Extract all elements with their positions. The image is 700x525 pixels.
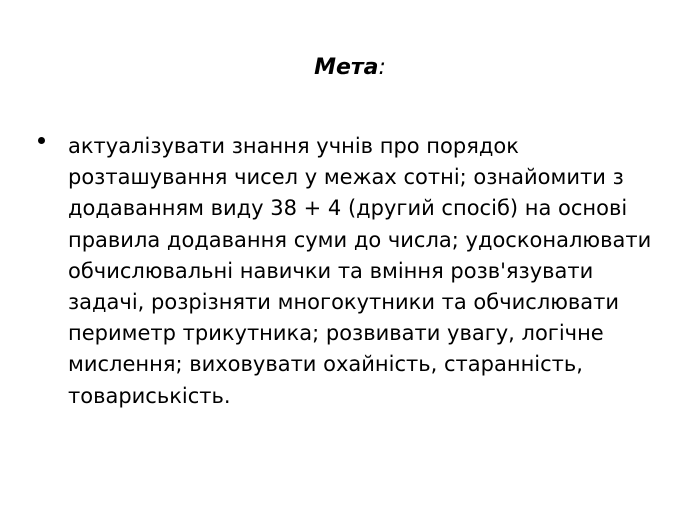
goal-list-item [36,131,666,412]
bullet-icon [38,137,45,144]
goal-list [36,131,666,412]
goal-text: актуалізувати знання учнів про порядок розташування чисел у межах сотні; ознайомити з додаванням виду 38 + 4 (другий спосіб) на основі правила додавання суми до числа; удосконалювати обчислювальні навички та вміння розв'язувати задачі, розрізняти многокутники та обчислювати периметр трикутника; розвивати увагу, логічне мислення; виховувати охайність, старанність, товариськість. [68,134,652,408]
title-word: Мета [314,55,379,80]
title-colon: : [378,55,386,80]
slide-title [0,48,700,88]
